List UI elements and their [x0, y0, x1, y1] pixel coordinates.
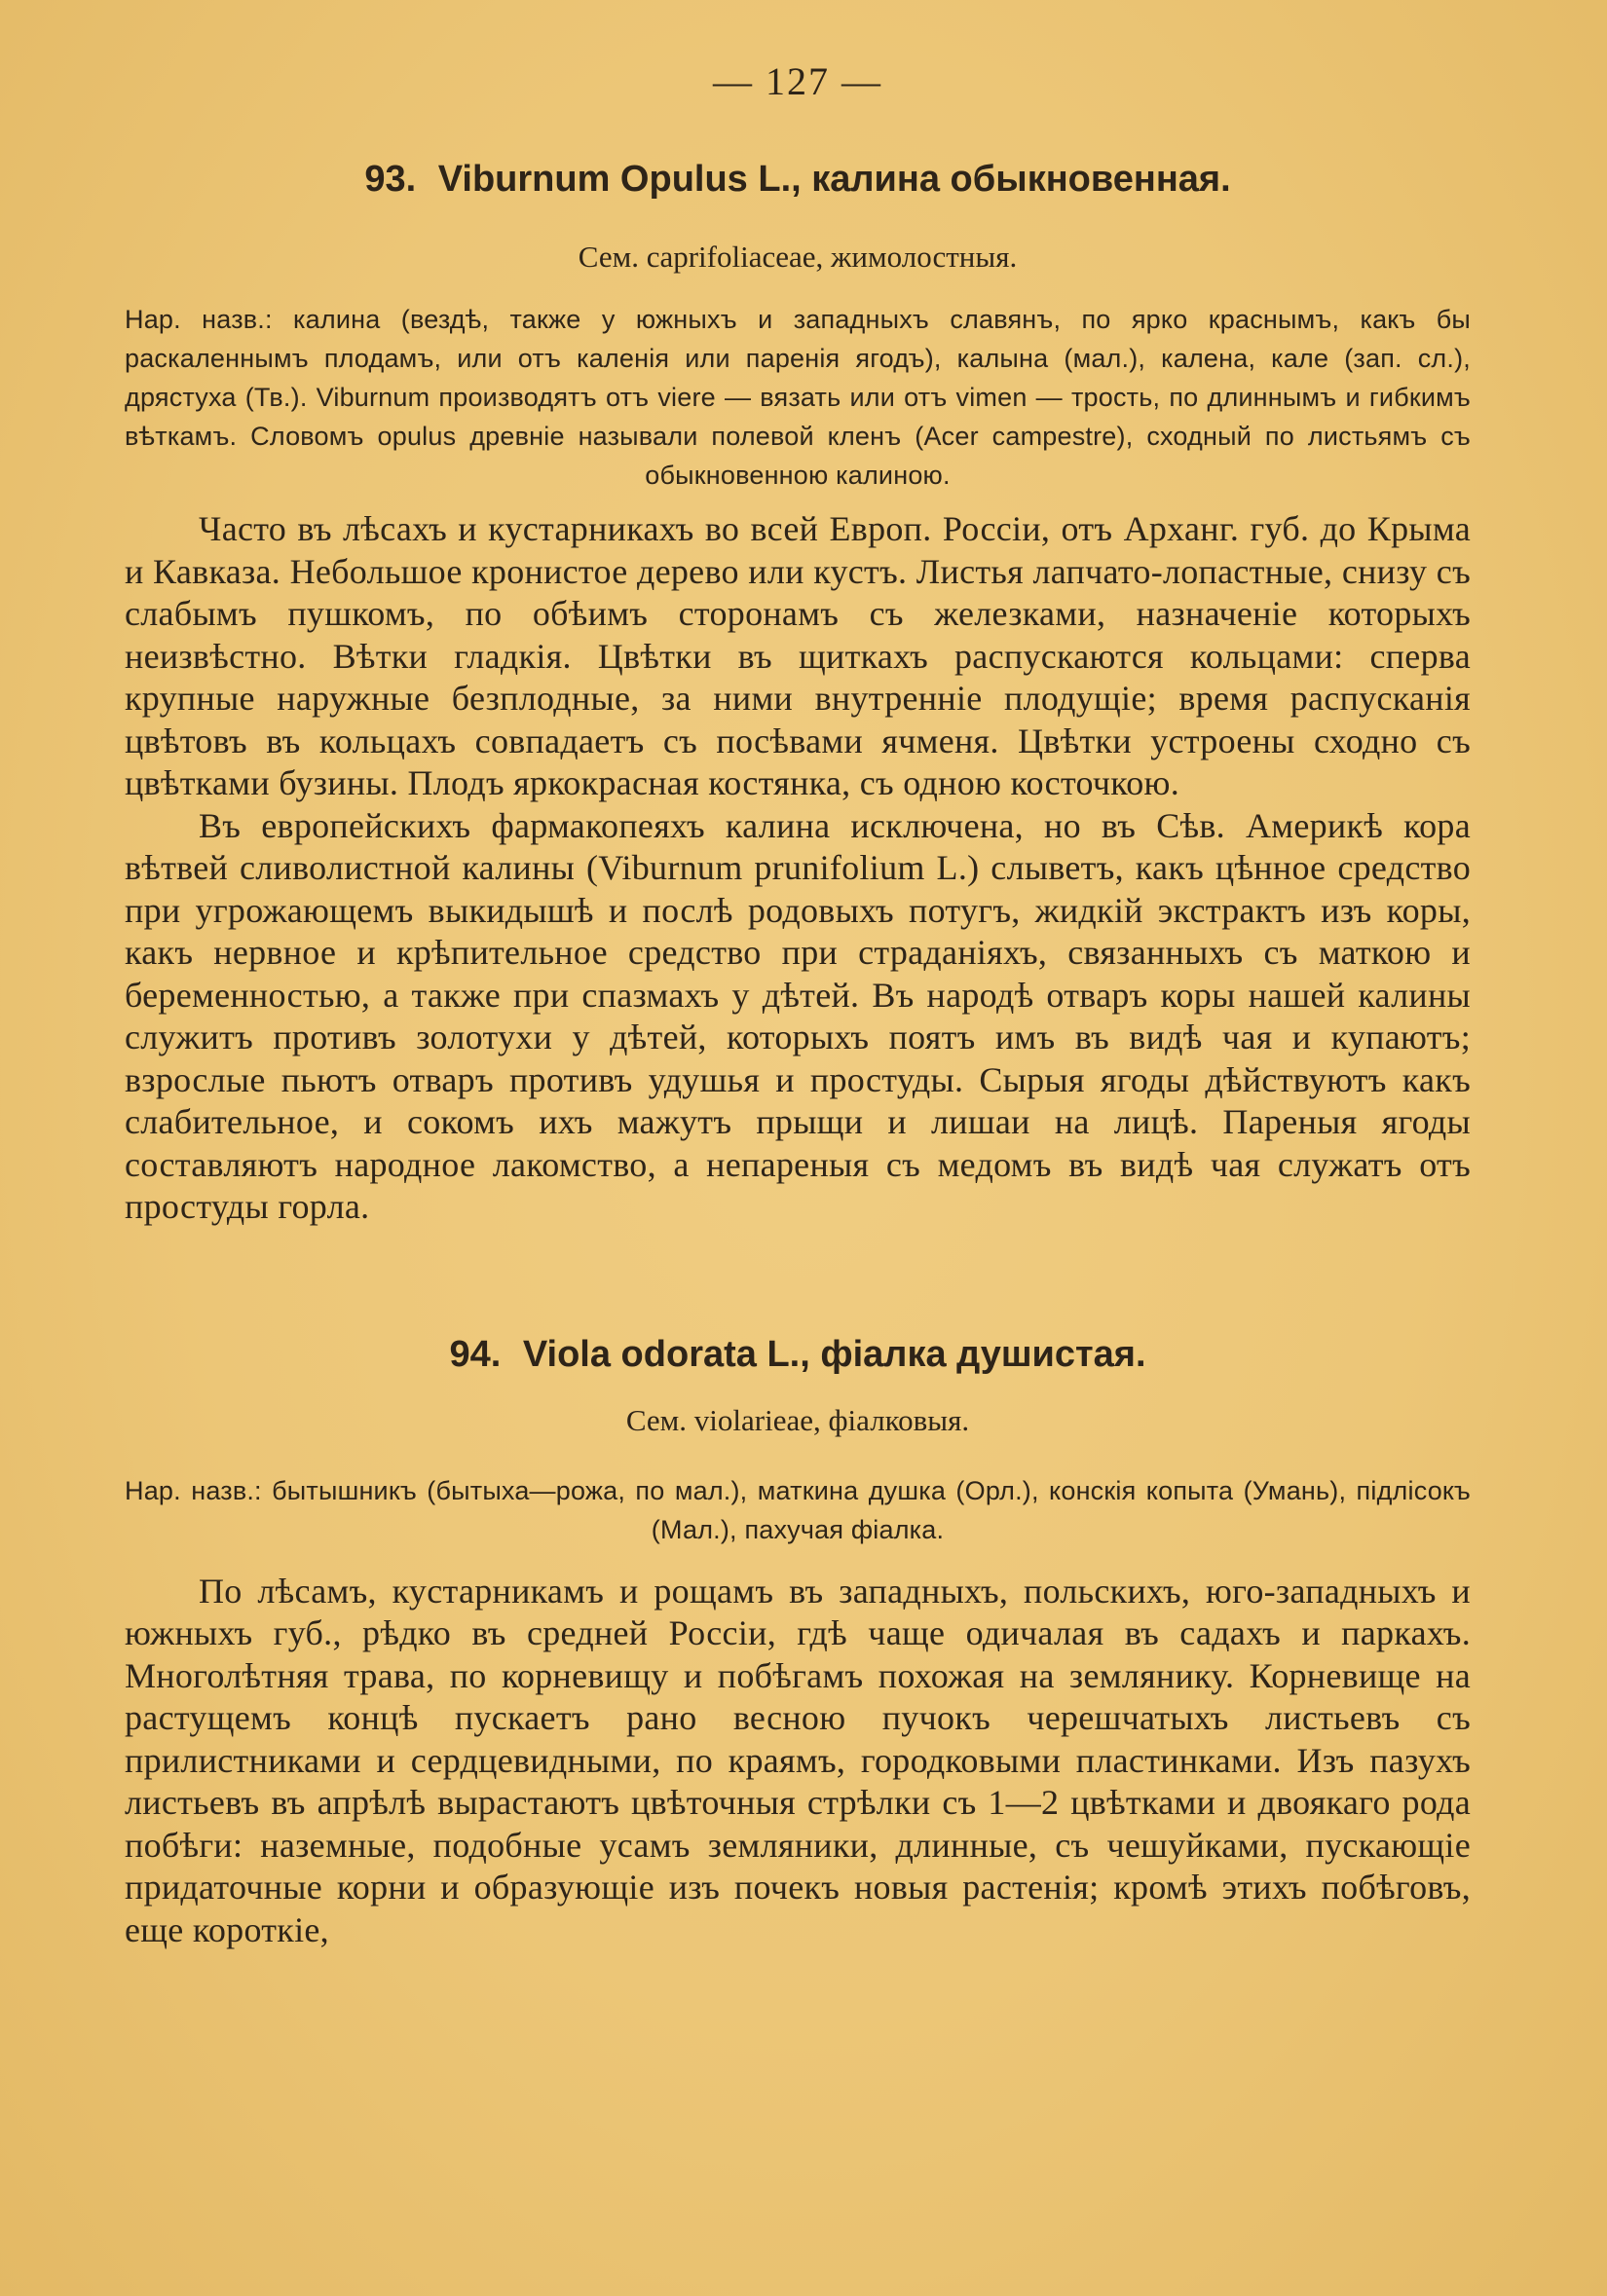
- article-number: 93.: [364, 159, 417, 200]
- common-names: Нар. назв.: бытышникъ (бытыха—рожа, по мал.), маткина душка (Орл.), конскія копыта (Умань), підлісокъ (Мал.), пахучая фіалка.: [125, 1475, 1471, 1544]
- page-number: — 127 —: [713, 59, 882, 103]
- article-heading: [125, 1334, 1471, 1376]
- latin-name: Viburnum Opulus L.,: [437, 159, 802, 200]
- article-viola: [125, 1334, 1471, 1952]
- body-paragraph: Въ европейскихъ фармакопеяхъ калина исключена, но въ Сѣв. Америкѣ кора вѣтвей сливолистной калины (Viburnum prunifolium L.) слыветъ, какъ цѣнное средство при угрожающемъ выкидышѣ и послѣ родовыхъ потугъ, жидкій экстрактъ изъ коры, какъ нервное и крѣпительное средство при страданіяхъ, связанныхъ съ маткою и беременностью, а также при спазмахъ у дѣтей. Въ народѣ отваръ коры нашей калины служитъ противъ золотухи у дѣтей, которыхъ поятъ имъ въ видѣ чая и купаютъ; взрослые пьютъ отваръ противъ удушья и простуды. Сырыя ягоды дѣйствуютъ какъ слабительное, и сокомъ ихъ мажутъ прыщи и лишаи на лицѣ. Пареныя ягоды составляютъ народное лакомство, а непареныя съ медомъ въ видѣ чая служатъ отъ простуды горла.: [125, 805, 1471, 1226]
- family-line: Сем. caprifoliaceae, жимолостныя.: [578, 240, 1018, 274]
- common-names: Нар. назв.: калина (вездѣ, также у южныхъ и западныхъ славянъ, по ярко краснымъ, какъ бы раскаленнымъ плодамъ, или отъ каленія или паренія ягодъ), калына (мал.), калена, кале (зап. сл.), дрястуха (Тв.). Viburnum производятъ отъ viere — вязать или отъ vimen — трость, по длиннымъ и гибкимъ вѣткамъ. Словомъ opulus древніе называли полевой кленъ (Acer campestre), сходный по листьямъ съ обыкновенною калиною.: [125, 305, 1471, 490]
- body-paragraph: Часто въ лѣсахъ и кустарникахъ во всей Европ. Россіи, отъ Арханг. губ. до Крыма и Кавказа. Небольшое кронистое дерево или кустъ. Листья лапчато-лопастные, снизу съ слабымъ пушкомъ, по обѣимъ сторонамъ съ железками, назначеніе которыхъ неизвѣстно. Вѣтки гладкія. Цвѣтки въ щиткахъ распускаются кольцами: сперва крупные наружные безплодные, за ними внутренніе плодущіе; время распусканія цвѣтовъ въ кольцахъ совпадаетъ съ посѣвами ячменя. Цвѣтки устроены сходно съ цвѣтками бузины. Плодъ яркокрасная костянка, съ одною косточкою.: [125, 509, 1471, 802]
- article-number: 94.: [449, 1333, 502, 1375]
- section-divider: [125, 1229, 1471, 1334]
- russian-name: фіалка душистая.: [820, 1333, 1146, 1375]
- body-paragraph: По лѣсамъ, кустарникамъ и рощамъ въ западныхъ, польскихъ, юго-западныхъ и южныхъ губ., рѣдко въ средней Россіи, гдѣ чаще одичалая въ садахъ и паркахъ. Многолѣтняя трава, по корневищу и побѣгамъ похожая на землянику. Корневище на растущемъ концѣ пускаетъ рано весною пучокъ черешчатыхъ листьевъ съ прилистниками и сердцевидными, по краямъ, городковыми пластинками. Изъ пазухъ листьевъ въ апрѣлѣ вырастаютъ цвѣточныя стрѣлки съ 1—2 цвѣтками и двоякаго рода побѣги: наземные, подобные усамъ земляники, длинные, съ чешуйками, пускающіе придаточные корни и образующіе изъ почекъ новыя растенія; кромѣ этихъ побѣговъ, еще короткіе,: [125, 1571, 1471, 1949]
- family-line: Сем. violarieae, фіалковыя.: [625, 1402, 970, 1437]
- article-heading: [125, 159, 1471, 201]
- russian-name: калина обыкновенная.: [811, 159, 1231, 200]
- latin-name: Viola odorata L.,: [522, 1333, 810, 1375]
- article-viburnum: [125, 159, 1471, 1229]
